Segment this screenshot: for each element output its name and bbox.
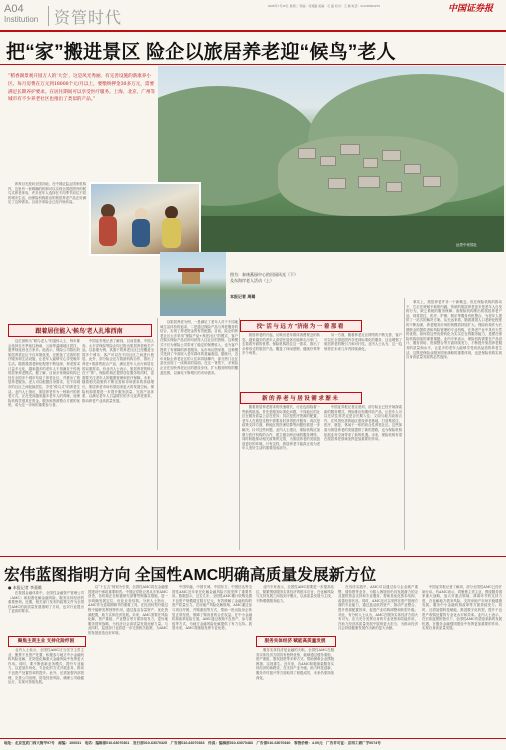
photo-caption: 图为：泰康燕园中心的田园风光（下）及东海岸老人活动（上） (230, 272, 298, 283)
section-title: 资管时代 (54, 10, 123, 27)
header-rule (0, 30, 506, 32)
article1-lead: “稻香湖景观开园万人的‘大会’，这是风光秀丽、有完善设施的新康养小区。每月房费在万元到18000个元/月以上，要缴纳押金30多万元，需要满足长期养护要求。在居住期间可以享受医疗服务。上海、北京、广州等城市有不少养老社区也推出了类似的产品。” (8, 74, 155, 103)
article1-col-3: 以旅居养老为例，一是满足了老年人对于不同地域生活体验的追求，二是通过保险产品与养老服务的结合，实现了养老资金的有效配置。目前，险企的养老社区大多采用“保险产品+养老社区”的模式，客户在购买保险产品后即可获得入住社区的资格。这种模式不仅为保险公司带来了稳定的保费收入，也为客户提供了有保障的养老服务。从市场反馈来看，这种模式受到了中高收入老年群体的普遍欢迎。据统计，近年来险企养老社区的入住率持续攀升，部分热门社区甚至出现了一床难求的局面。在这一背景下，多家险企正在加快养老社区的建设步伐，扩大服务网络的覆盖范围，以满足不断增长的市场需求。 (160, 320, 238, 375)
article1-headline: 把“家”搬进景区 险企以旅居养老迎“候鸟”老人 (6, 42, 396, 63)
col-rule-2 (239, 318, 240, 550)
elderly-activity-photo (89, 182, 201, 256)
section-box-5-text: 服务实体经济 赋能高质量发展 (264, 638, 326, 643)
article2-col-5: 在具体实践中，AMC可以通过参与企业破产重整、债转股等业务，为陷入困境但仍具发展潜力的企业提供资金支持和专业服务，帮助其优化资本结构、改善经营状况。同时，AMC还可以发挥在资产管理方面的专业能力，通过盘活低效资产、推动产业整合，提升资源配置效率，促进产业结构调整和转型升级。对此，有分析人士认为，AMC在服务实体经济方面大有可为，应当充分发挥自身的专业优势和功能作用，在助力经济高质量发展中展现更大担当，为推动经济社会持续健康发展作出新的更大贡献。 (338, 585, 418, 631)
headline-underline (0, 64, 506, 65)
resort-aerial-photo (158, 66, 504, 252)
section-box-4-text: 聚焦主责主业 支持化险纾困 (17, 638, 75, 643)
article1-col-6: 随着旅居养老需求的快速增长，行业也面临着一些新的挑战。首先是服务标准化问题，不同地区的社区在服务质量上存在差异；其次是医疗资源的配置，老年人在旅居过程中需要及时获得医疗服务；再次是政策支持方面，跨地区的医保结算等问题仍需进一步解决。针对这些问题，业内人士建议，保险机构应加强与医疗机构的合作，建立健全跨区域的服务网络，同时积极推动相关政策的完善，为旅居养老的发展创造更好的环境。只有这样，旅居养老才能真正成为老年人美好生活的重要组成部分。 (242, 405, 320, 451)
footer-info: 地址：北京宣武门西大街甲97号 邮编：100031 电话：编辑部010-63070361 发行部010-63070325 广告部010-63070363 传真：编辑部010-63070483 广告部010-63070340 零售价格：4.00元 广告许可证：京西工商广字0074号 (4, 741, 381, 745)
article2-col-3: 中国华融、中国长城、中国东方、中国信达等全国性AMC近年来在化解金融风险方面发挥了重要作用。数据显示，过去几年，全国性AMC累计收购处置不良资产规模超过数万亿元，有效缓解了金融机构的资产质量压力。在房地产风险化解领域，AMC通过参与项目纾困、并购重组等方式，帮助一批出险房企恢复正常经营，保障了购房者的合法权益。在中小金融机构改革化险方面，AMC通过收购不良资产、参与重组等方式，为地方金融风险化解提供了有力支持。展望未来，AMC将继续发挥专业优势。 (172, 585, 252, 631)
article2-headline: 宏伟蓝图指明方向 全国性AMC明确高质量发展新方位 (4, 567, 377, 584)
lake-pavilion-photo (160, 252, 226, 316)
article1-col-7: 中国证券报记者注意到，部分险企已经开始探索新的服务模式，例如推出短期体验产品，让老年人可以先试住再决定是否长期入住；又如与地方政府合作，在风景优美的地区建设养老基地，打造集居住、医疗、康复、休闲于一体的综合性养老社区。这些探索为旅居养老的发展提供了新的思路，也为保险机构拓展业务空间带来了新的机遇。未来，保险机构有望在旅居养老领域发挥更加重要的作用。 (324, 405, 402, 442)
section-divider (48, 6, 49, 26)
section-box-2-text: 找“ 活 与 远 方 ”济南 为 一 着 那 看 (256, 324, 344, 330)
article1-col-1: 这位被称为“候鸟老人”的退休人士，每年都会选择在冬季前往海南、云南等温暖地区居住，夏季则返回北方家乡。他表示，保险公司推出的旅居养老社区不仅环境优美，还配备了完善的医疗服务和生活设施，让老年人能够安心享受晚年生活。随着我国老龄化程度不断加深，养老需求日益多元化，越来越多的老年人不再满足于传统的居家养老模式。据了解，目前多家保险机构已经在全国多个城市布局了养老社区，并推出了旅居养老服务。老人可以根据自身需求，在不同城市的社区之间轮换居住，享受“候鸟式”的养老生活。业内人士指出，旅居养老作为一种新兴的养老方式，正在受到越来越多老年人的青睐，而保险机构凭借其在资金、服务和资源整合方面的优势，成为这一市场的重要参与者。 (8, 339, 80, 408)
header-meta: 2025年7月15日 星期二 责编：何道路 美编：石 磊 校对：王 楠 电话：010-58003279 (268, 4, 380, 8)
article2-col-4b: 服务实体经济是金融的天职。全国性AMC在服务实体经济方面具有独特优势，能够通过债务重组、资产重组、股权投资等多种方式，帮助困难企业摆脱困境、实现重生。近年来，各AMC积极探索服务实体经济的新路径，在支持产业升级、助力科技创新、服务乡村振兴等方面取得了积极成效，未来仍需持续深化。 (256, 648, 334, 680)
section-box-3-text: 新 的 养 老 与 居 设 需 求 渐 未 (262, 396, 338, 402)
photo-label-right: 远景中家园社 (456, 243, 477, 247)
article1-col-4: 旅居养老的兴起，反映出老年群体消费观念的转变。越来越多的老年人希望在退休后能够走出家门，去看看外面的世界。保险机构抓住这一需求，推出了多种形式的旅居产品，覆盖了休闲度假、健康疗养等多个场景。 (242, 333, 320, 356)
article1-body-lead: 养养目光投向全国各地，在中国证监会国家机构内，这里有一套明确的机制可以实现全国范围内的候鸟式养老体验，许多老年人选择在不同季节前往不同的城市生活，而保险机构推出的旅居养老产品正好满足了这种需求。目前多家险企已经开始布局。 (8, 182, 86, 205)
article2-reporter: ● 本报记者 李嘉维 (8, 585, 43, 590)
article2-col-2: 以“十五五”规划为引领，全国性AMC将在金融强国建设中承担重要职责。中国证券报记者从多家AMC获悉，各机构正在积极研究部署贯彻落实措施，进一步明确发展定位，优化业务结构。分析人士指出，AMC作为逆周期调节的重要工具，在经济转型升级过程中能够发挥独特作用，通过盘活存量资产、优化资源配置，助力实体经济发展。未来，AMC需要在风险化解、资产重组、产业整合等方面持续发力，更好地服务国家战略，为经济社会高质量发展贡献力量。与此同时，监管部门也将进一步完善相关政策，为AMC的发展营造良好环境。 (88, 585, 168, 635)
caption-reporter: 本报记者 周璐 (230, 294, 256, 299)
article1-col-5: 另一方面，随着养老社区网络的不断完善，客户可以在全国范围内享受到标准化的服务，这也增强了旅居养老的吸引力和可行性。业内人士认为，这一趋势将在未来几年内持续深化。 (324, 333, 402, 351)
section-en-label: Institution (4, 15, 39, 24)
section-box-1-text: 跟着居住能入‘候鸟’老人扎堆西南 (35, 329, 123, 335)
article2-col-6: 中国证券报记者了解到，部分全国性AMC已经开始行动。有AMC表示，将聚焦主责主业，围绕服务国家重大战略，加大对重点领域、薄弱环节的支持力度，在化解地方债务风险、支持房地产市场平稳健康发展、服务中小金融机构改革等方面持续发力。同时，还将加强科技赋能，推进数字化转型，提升不良资产收购处置的专业化水平和效率。业内人士表示，在宏伟蓝图的指引下，全国性AMC有望迎来新的发展机遇，在服务金融强国建设中发挥更加重要的作用，实现自身高质量发展。 (422, 585, 502, 631)
article1-col-2: 中国证券报记者了解到，目前泰康、中国人寿、太平洋保险等险企均已推出旅居养老相关产品。以泰康为例，其旗下的养老社区已经覆盖全国多个城市，客户可以在不同社区之间进行旅居。此外，部分险企还与旅游机构合作，推出了养老+旅游的组合产品，满足老年人出行和居住的双重需求。有业内人士表示，旅居养老的核心在于“养”，保险机构在提供居住服务的同时，更需要关注老年人的健康管理和医疗保障。未来，随着相关政策的不断完善和市场需求的持续增长，旅居养老市场有望迎来更大的发展空间。保险机构需要进一步提升服务质量，完善产品体系，以满足老年人日益增长的多元化养老需求，推动养老产业高质量发展。 (82, 339, 154, 403)
col-rule-1 (157, 318, 158, 550)
masthead-logo: 中国证券报 (448, 3, 494, 13)
article2-col-1: 在我国金融体系中，全国性金融资产管理公司（AMC）承担着化解金融风险、服务实体经济的重要使命。近期，相关部门发布的政策文件为全国性AMC的高质量发展指明了方向，也对行业提出了更高的要求。 (8, 591, 84, 614)
article2-col-1b: 业内人士表示，全国性AMC应当坚守主责主业，聚焦不良资产处置，积极参与地方中小金融机构风险化解，在防范化解重大金融风险中发挥更大作用。同时，要不断创新业务模式，提升专业能力，以更加市场化、专业化的方式开展业务，推动不良资产处置效率的提升。此外，还需加强内部管理，完善公司治理，防范经营风险，确保公司稳健运行，实现可持续发展。 (8, 648, 84, 685)
article2-top-rule (0, 556, 506, 557)
col-rule-3 (404, 298, 405, 550)
article2-col-4: 业内专家表示，全国性AMC需要进一步提高站位，紧紧围绕服务实体经济的根本宗旨，在化解风险与支持发展之间找到平衡点，以高质量发展为主线，不断增强服务能力。 (256, 585, 334, 603)
footer-rule (0, 738, 506, 739)
page-number: A04 (4, 3, 24, 15)
article1-col-8: 事实上，旅居养老并非一个新概念，但在保险机构的推动下，它正在被赋予新的内涵。传统的旅居养老更多是老年人自发的行为，缺乏系统的服务保障；而保险机构推出的旅居养老产品，则将居住、医疗、护理、娱乐等服务有机整合，为老年人提供了一站式的解决方案。从长远来看，随着我国人口老龄化程度的不断加深，养老服务市场的规模将持续扩大。保险机构作为长期资金的提供者和风险管理的专业机构，在养老产业中具有天然的优势。如何将这些优势转化为实实在在的服务能力，是摆在保险机构面前的重要课题。业内专家表示，保险机构需要在产品设计、服务供给、资源整合等方面持续发力，不断提升旅居养老服务的质量和水平，让更多的老年人能够享受到高品质的养老生活，这既是保险业服务国家战略的重要体现，也是保险机构实现自身高质量发展的必然选择。 (406, 300, 502, 360)
